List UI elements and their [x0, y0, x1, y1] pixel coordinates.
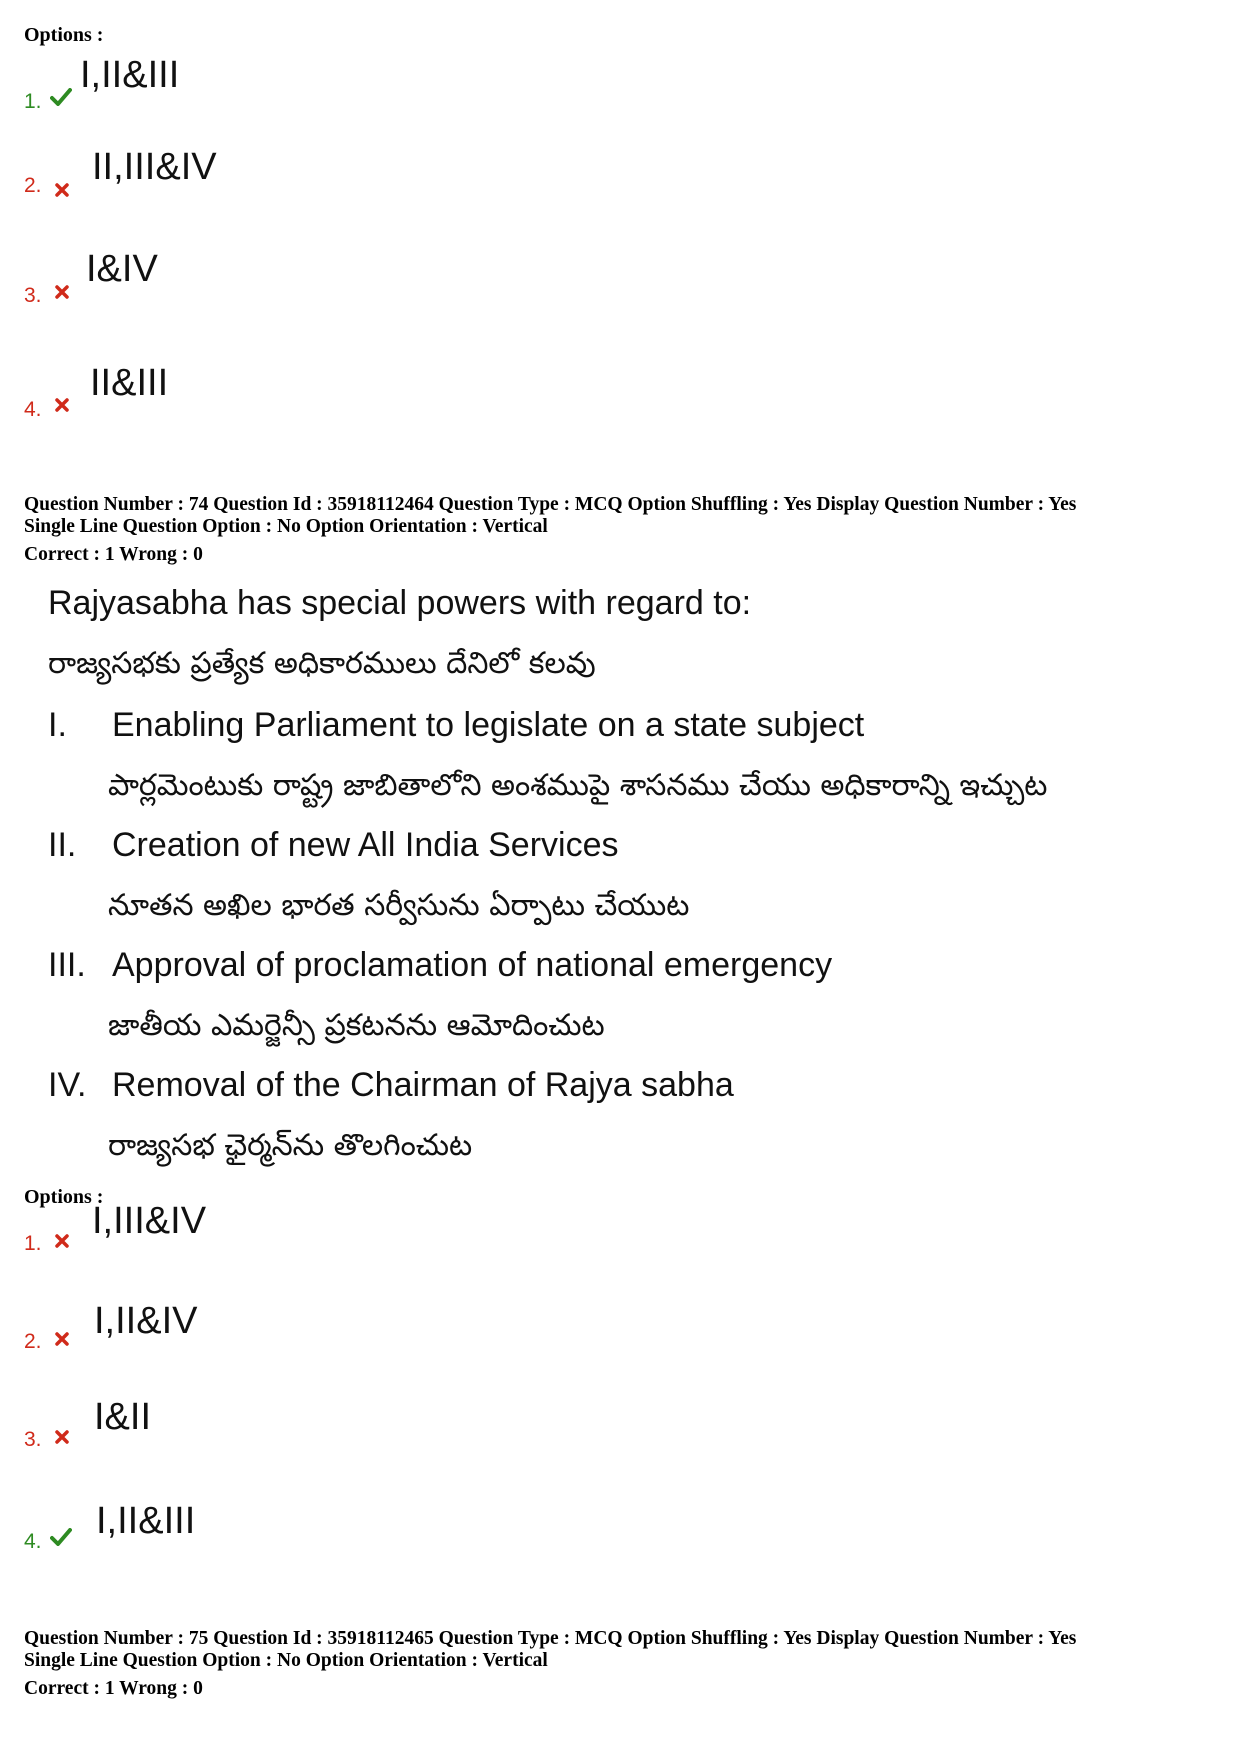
statement-text-te: నూతన అఖిల భారత సర్వీసును ఏర్పాటు చేయుట	[108, 888, 690, 923]
option-text: II&III	[90, 362, 169, 404]
option-text: I,II&IV	[94, 1300, 198, 1342]
statement-text-te: పార్లమెంటుకు రాష్ట్ర జాబితాలోని అంశముపై శాసనము చేయు అధికారాన్ని ఇచ్చుట	[108, 768, 1048, 803]
question-meta-line2: Single Line Question Option : No Option Orientation : Vertical	[24, 516, 548, 537]
statement-text-te: రాజ్యసభ ఛైర్మన్‌ను తొలగించుట	[108, 1128, 473, 1163]
cross-icon	[55, 1430, 69, 1444]
question-meta-line2: Single Line Question Option : No Option Orientation : Vertical	[24, 1650, 548, 1671]
option-number: 4.	[24, 1530, 42, 1553]
cross-icon	[55, 285, 69, 299]
question-meta: Question Number : 75 Question Id : 35918112465 Question Type : MCQ Option Shuffling : Yes Display Question Number : Yes	[24, 1628, 1077, 1649]
options-label: Options :	[24, 1186, 104, 1208]
option-text: II,III&IV	[92, 146, 217, 188]
option-text: I,II&III	[80, 54, 180, 96]
statement-text-en: Removal of the Chairman of Rajya sabha	[112, 1066, 734, 1104]
check-icon	[50, 88, 72, 106]
option-number: 3.	[24, 1428, 42, 1451]
question-marks: Correct : 1 Wrong : 0	[24, 1678, 203, 1699]
question-text-en: Rajyasabha has special powers with regard to:	[48, 584, 752, 622]
cross-icon	[55, 183, 69, 197]
statement-text-te: జాతీయ ఎమర్జెన్సీ ప్రకటనను ఆమోదించుట	[108, 1008, 605, 1043]
options-label: Options :	[24, 24, 104, 46]
cross-icon	[55, 1332, 69, 1346]
statement-text-en: Approval of proclamation of national emergency	[112, 946, 833, 984]
option-text: I&IV	[86, 248, 158, 290]
check-icon	[50, 1528, 72, 1546]
question-meta: Question Number : 74 Question Id : 35918112464 Question Type : MCQ Option Shuffling : Yes Display Question Number : Yes	[24, 494, 1077, 515]
option-number: 3.	[24, 284, 42, 307]
statement-roman: I.	[48, 706, 67, 744]
statement-roman: III.	[48, 946, 86, 984]
option-number: 1.	[24, 90, 42, 113]
option-text: I,III&IV	[92, 1200, 207, 1242]
option-number: 2.	[24, 174, 42, 197]
question-text-te: రాజ్యసభకు ప్రత్యేక అధికారములు దేనిలో కలవు	[48, 646, 596, 681]
statement-text-en: Creation of new All India Services	[112, 826, 619, 864]
statement-roman: II.	[48, 826, 77, 864]
option-number: 4.	[24, 398, 42, 421]
question-marks: Correct : 1 Wrong : 0	[24, 544, 203, 565]
cross-icon	[55, 1234, 69, 1248]
option-number: 1.	[24, 1232, 42, 1255]
option-text: I&II	[94, 1396, 152, 1438]
statement-roman: IV.	[48, 1066, 87, 1104]
option-text: I,II&III	[96, 1500, 196, 1542]
cross-icon	[55, 398, 69, 412]
statement-text-en: Enabling Parliament to legislate on a state subject	[112, 706, 865, 744]
option-number: 2.	[24, 1330, 42, 1353]
